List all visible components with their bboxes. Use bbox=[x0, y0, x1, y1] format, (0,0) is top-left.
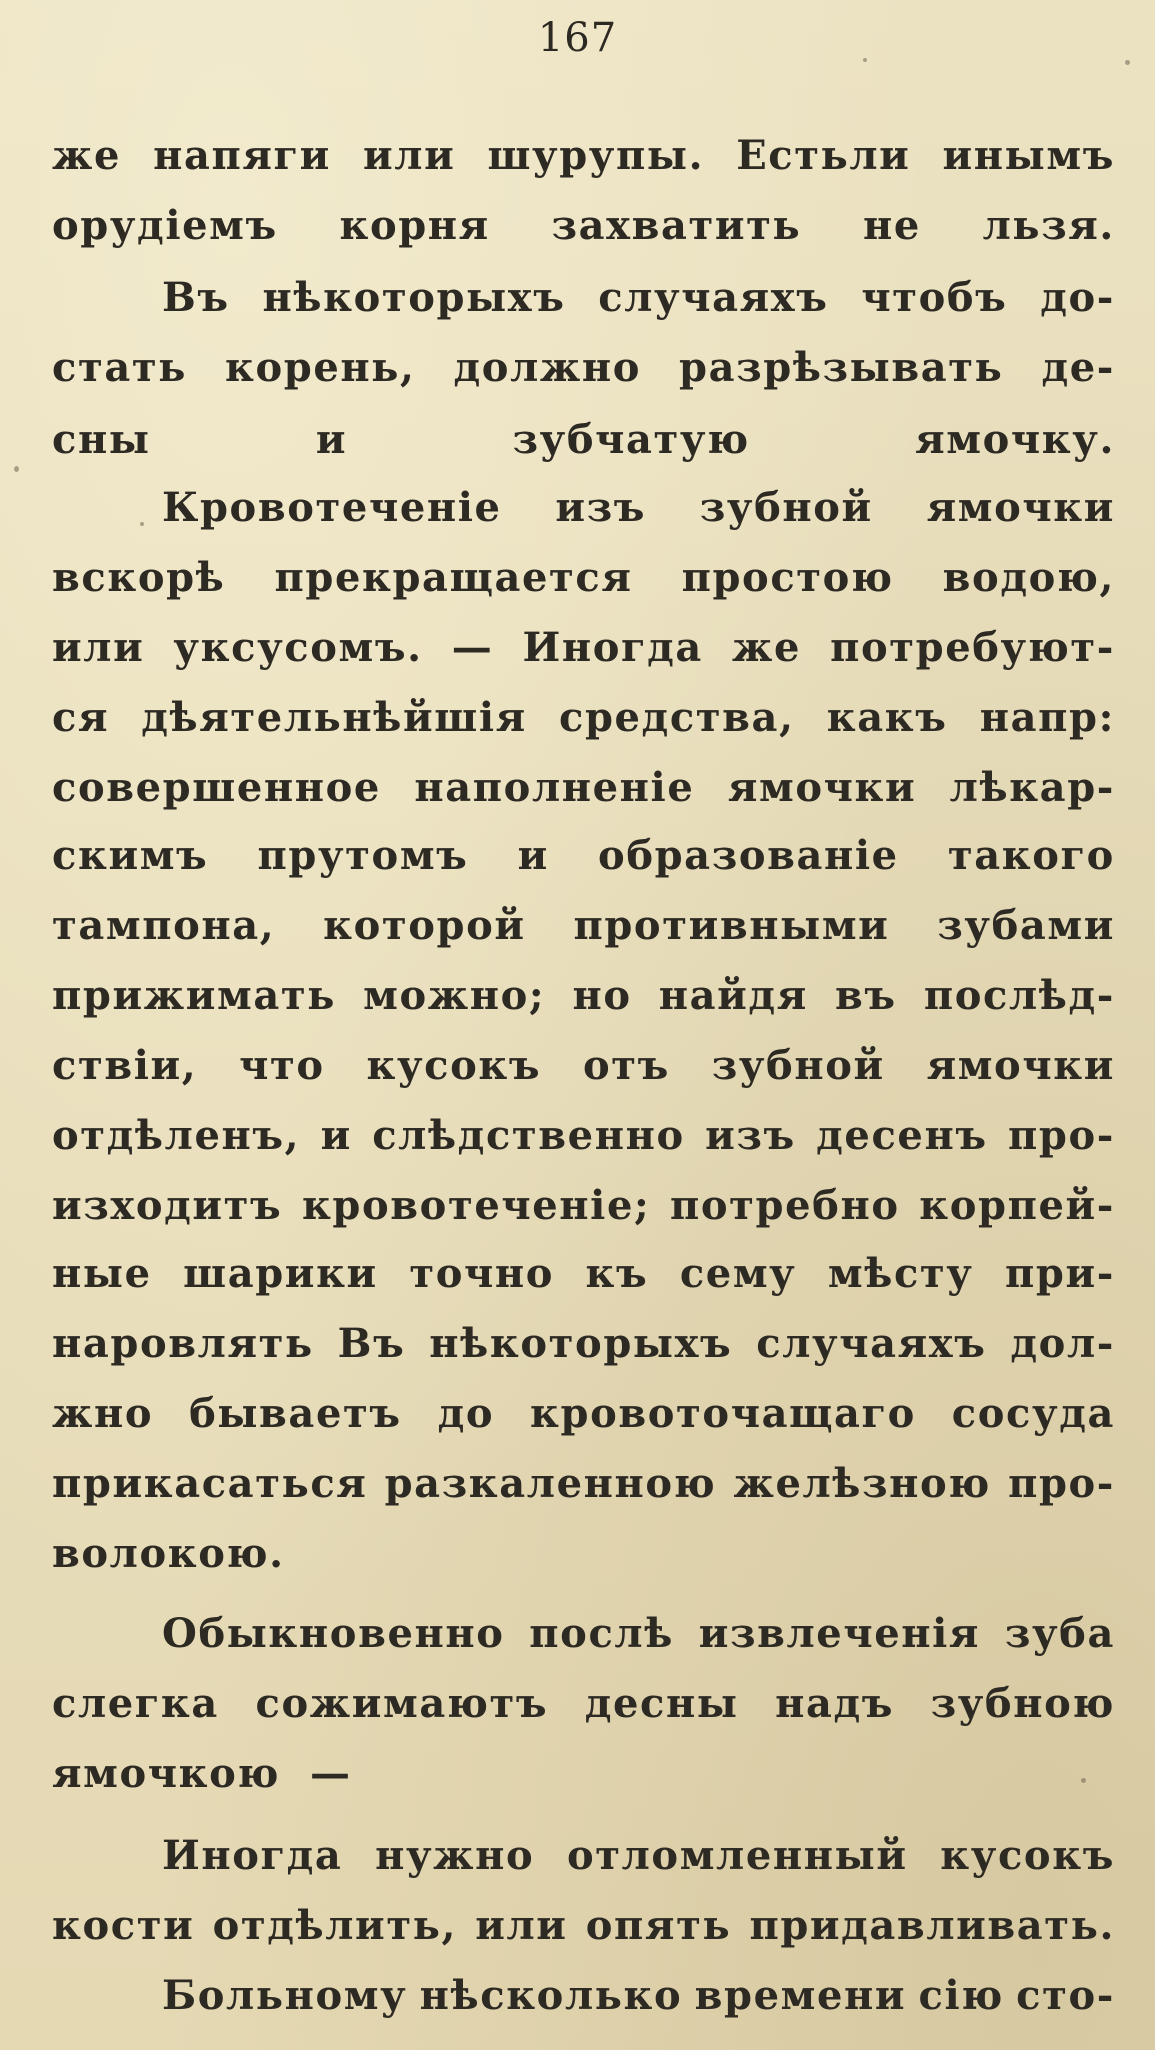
word: надъ bbox=[775, 1680, 895, 1727]
word: совершенное bbox=[52, 764, 381, 811]
word: корпей- bbox=[919, 1182, 1115, 1229]
word: Иногда bbox=[522, 624, 703, 671]
word: Въ bbox=[337, 1320, 406, 1367]
word: нужно bbox=[375, 1832, 535, 1879]
text-line bbox=[52, 1674, 1115, 1734]
word: точно bbox=[409, 1250, 555, 1297]
word: случаяхъ bbox=[756, 1320, 987, 1367]
text-line bbox=[52, 826, 1115, 886]
word: тампона, bbox=[52, 902, 276, 949]
word: Иногда bbox=[162, 1832, 343, 1879]
word: изходитъ bbox=[52, 1182, 283, 1229]
text-line bbox=[52, 1036, 1115, 1096]
word: нѣкоторыхъ bbox=[429, 1320, 733, 1367]
text-line bbox=[52, 1314, 1115, 1374]
text-line bbox=[52, 1896, 1115, 1956]
word: ствіи, bbox=[52, 1042, 198, 1089]
word: кровотеченіе; bbox=[301, 1182, 651, 1229]
word: опять bbox=[585, 1902, 732, 1949]
word: въ bbox=[835, 972, 897, 1019]
text-line bbox=[52, 126, 1115, 186]
word: что bbox=[239, 1042, 325, 1089]
word: десенъ bbox=[816, 1112, 988, 1159]
word: прикасаться bbox=[52, 1460, 368, 1507]
word: или bbox=[363, 132, 456, 179]
word: напр: bbox=[979, 694, 1115, 741]
word: Больному bbox=[162, 1972, 408, 2019]
word: отдѣлить, bbox=[212, 1902, 457, 1949]
word: отломленный bbox=[566, 1832, 908, 1879]
word: вскорѣ bbox=[52, 554, 226, 601]
text-line bbox=[52, 1384, 1115, 1444]
word: сожимаютъ bbox=[255, 1680, 549, 1727]
word: слѣдственно bbox=[372, 1112, 685, 1159]
word: кусокъ bbox=[940, 1832, 1115, 1879]
word: сосуда bbox=[951, 1390, 1115, 1437]
word: извлеченія bbox=[698, 1610, 981, 1657]
word: же bbox=[731, 624, 802, 671]
word: орудіемъ bbox=[52, 202, 278, 249]
word: ямочки bbox=[926, 1042, 1115, 1089]
word: и bbox=[517, 832, 549, 879]
word: до bbox=[437, 1390, 495, 1437]
word: образованіе bbox=[598, 832, 899, 879]
word: и bbox=[320, 1112, 352, 1159]
word: дѣятельнѣйшія bbox=[141, 694, 527, 741]
word: желѣзною bbox=[733, 1460, 991, 1507]
word: и bbox=[315, 416, 348, 463]
word: слегка bbox=[52, 1680, 219, 1727]
text-line bbox=[52, 1454, 1115, 1514]
word: бываетъ bbox=[189, 1390, 402, 1437]
word: сны bbox=[52, 416, 151, 463]
word: Обыкновенно bbox=[162, 1610, 505, 1657]
word: разкаленною bbox=[384, 1460, 717, 1507]
text-line bbox=[162, 1604, 1115, 1664]
word: наровлять bbox=[52, 1320, 314, 1367]
word: до- bbox=[1040, 274, 1115, 321]
word: прутомъ bbox=[257, 832, 469, 879]
text-line bbox=[52, 338, 1115, 398]
word: какъ bbox=[826, 694, 948, 741]
word: уксусомъ. bbox=[173, 624, 423, 671]
word: волокою. bbox=[52, 1530, 285, 1577]
word: стать bbox=[52, 344, 187, 391]
word: инымъ bbox=[942, 132, 1115, 179]
word: Кровотеченіе bbox=[162, 484, 502, 531]
word: скимъ bbox=[52, 832, 209, 879]
word: отдѣленъ, bbox=[52, 1112, 301, 1159]
word: прекращается bbox=[274, 554, 633, 601]
paper-speck bbox=[140, 522, 144, 526]
word: — bbox=[310, 1750, 352, 1797]
text-line bbox=[52, 548, 1115, 608]
paper-speck bbox=[14, 466, 19, 472]
word: нѣкоторыхъ bbox=[262, 274, 566, 321]
word: кусокъ bbox=[366, 1042, 542, 1089]
word: послѣд- bbox=[923, 972, 1115, 1019]
text-line bbox=[52, 196, 1115, 256]
page-number: 167 bbox=[537, 15, 618, 61]
word: найдя bbox=[658, 972, 808, 1019]
text-line bbox=[52, 966, 1115, 1026]
word: нѣсколько bbox=[419, 1972, 683, 2019]
word: корня bbox=[339, 202, 490, 249]
text-line bbox=[52, 758, 1115, 818]
word: Естьли bbox=[736, 132, 911, 179]
word: водою, bbox=[942, 554, 1115, 601]
word: можно; bbox=[363, 972, 546, 1019]
word: прижимать bbox=[52, 972, 336, 1019]
text-line bbox=[52, 1176, 1115, 1236]
word: ся bbox=[52, 694, 110, 741]
paper-speck bbox=[1081, 1778, 1086, 1783]
word: кости bbox=[52, 1902, 195, 1949]
word: про- bbox=[1008, 1460, 1115, 1507]
text-line bbox=[52, 1244, 1115, 1304]
word: или bbox=[52, 624, 145, 671]
word: зубами bbox=[937, 902, 1115, 949]
word: про- bbox=[1008, 1112, 1115, 1159]
word: жно bbox=[52, 1390, 154, 1437]
word: не bbox=[862, 202, 921, 249]
word: придавливать. bbox=[749, 1902, 1115, 1949]
text-line bbox=[162, 478, 1115, 538]
word: ямочкою bbox=[52, 1750, 281, 1797]
word: — bbox=[451, 624, 494, 671]
word: ямочки bbox=[926, 484, 1115, 531]
text-line bbox=[162, 1966, 1115, 2026]
word: напяги bbox=[153, 132, 331, 179]
word: дол- bbox=[1010, 1320, 1115, 1367]
word: разрѣзывать bbox=[679, 344, 1004, 391]
word: но bbox=[572, 972, 632, 1019]
word: потребуют- bbox=[830, 624, 1115, 671]
word: отъ bbox=[582, 1042, 670, 1089]
word: десны bbox=[584, 1680, 739, 1727]
word: при- bbox=[1005, 1250, 1115, 1297]
word: зубной bbox=[699, 484, 873, 531]
word: изъ bbox=[705, 1112, 796, 1159]
word: корень, bbox=[225, 344, 416, 391]
word: сію bbox=[918, 1972, 1004, 2019]
word: послѣ bbox=[529, 1610, 674, 1657]
text-line bbox=[52, 618, 1115, 678]
word: или bbox=[475, 1902, 568, 1949]
word: случаяхъ bbox=[598, 274, 829, 321]
paper-speck bbox=[1125, 60, 1130, 65]
text-line bbox=[52, 896, 1115, 956]
word: Въ bbox=[162, 274, 230, 321]
paper-speck bbox=[863, 58, 867, 62]
word: льзя. bbox=[982, 202, 1115, 249]
word: чтобъ bbox=[861, 274, 1008, 321]
text-line bbox=[52, 1744, 352, 1804]
word: должно bbox=[453, 344, 642, 391]
text-line bbox=[52, 1106, 1115, 1166]
word: сто- bbox=[1016, 1972, 1115, 2019]
word: противными bbox=[573, 902, 890, 949]
word: зубной bbox=[711, 1042, 885, 1089]
text-line bbox=[162, 268, 1115, 328]
word: зуба bbox=[1004, 1610, 1115, 1657]
word: средства, bbox=[558, 694, 795, 741]
word: къ bbox=[585, 1250, 649, 1297]
word: ямочки bbox=[727, 764, 917, 811]
word: простою bbox=[681, 554, 894, 601]
word: потребно bbox=[670, 1182, 900, 1229]
word: которой bbox=[323, 902, 526, 949]
word: ные bbox=[52, 1250, 152, 1297]
word: наполненіе bbox=[414, 764, 695, 811]
word: шарики bbox=[183, 1250, 378, 1297]
word: кровоточащаго bbox=[530, 1390, 916, 1437]
word: времени bbox=[694, 1972, 907, 2019]
word: зубною bbox=[930, 1680, 1115, 1727]
word: захватить bbox=[551, 202, 802, 249]
word: изъ bbox=[555, 484, 647, 531]
text-line bbox=[52, 1524, 285, 1584]
word: шурупы. bbox=[487, 132, 705, 179]
text-line bbox=[162, 1826, 1115, 1886]
word: ямочку. bbox=[915, 416, 1115, 463]
word: зубчатую bbox=[512, 416, 750, 463]
word: же bbox=[52, 132, 122, 179]
word: такого bbox=[947, 832, 1115, 879]
word: де- bbox=[1041, 344, 1115, 391]
word: сему bbox=[679, 1250, 797, 1297]
word: лѣкар- bbox=[949, 764, 1115, 811]
text-line bbox=[52, 688, 1115, 748]
text-line bbox=[52, 410, 1115, 470]
word: мѣсту bbox=[827, 1250, 974, 1297]
